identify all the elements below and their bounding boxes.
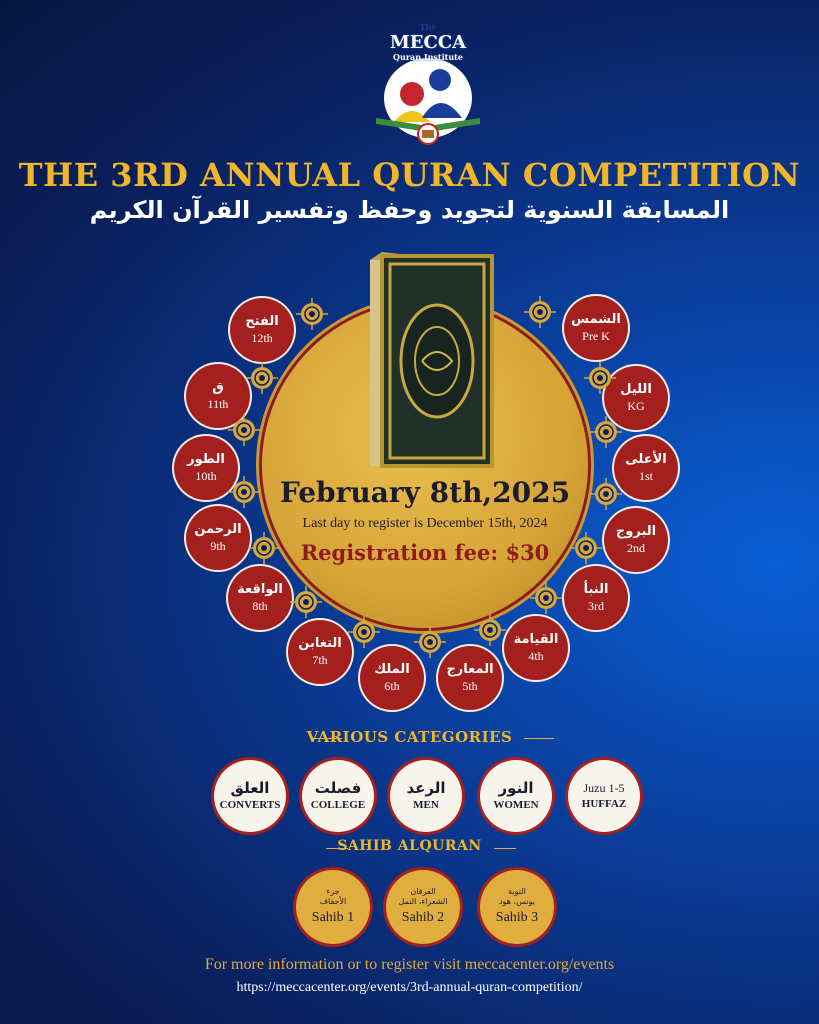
logo-text-the: The — [419, 22, 437, 32]
ornament-icon — [570, 532, 602, 564]
category-arabic: العلق — [230, 779, 270, 797]
more-info-text: For more information or to register visit meccacenter.org/events — [204, 956, 615, 973]
grade-level: 8th — [252, 599, 268, 613]
ornament-icon — [246, 362, 278, 394]
logo-text-institute: Quran Institute — [393, 52, 463, 62]
sahib-arabic-2: الأحقاف — [319, 897, 347, 906]
ornament-icon — [290, 586, 322, 618]
category-arabic: فصلت — [314, 779, 362, 797]
sahib-label: Sahib 2 — [401, 910, 445, 925]
sahib-arabic-2: الشعراء، النمل — [398, 897, 448, 906]
title-arabic: المسابقة السنوية لتجويد وحفظ وتفسير القرآن الكريم — [89, 196, 730, 224]
ornament-icon — [228, 476, 260, 508]
category-english: COLLEGE — [310, 799, 366, 811]
ornament-icon — [348, 616, 380, 648]
grade-surah: الملك — [374, 662, 410, 677]
grade-level: 2nd — [627, 541, 645, 555]
sahib-label: Sahib 3 — [495, 910, 539, 925]
sahib-title: SAHIB ALQURAN — [337, 838, 482, 854]
grade-surah: الليل — [620, 382, 652, 397]
grade-level: KG — [627, 399, 645, 413]
sahib-arabic-2: يونس، هود — [499, 897, 535, 906]
sahib-arabic-1: الفرقان — [410, 887, 436, 896]
category-english: WOMEN — [493, 799, 539, 811]
sahib-circle-1 — [296, 870, 370, 944]
sahib-circle-2 — [386, 870, 460, 944]
category-english: HUFFAZ — [581, 798, 627, 810]
category-converts — [214, 760, 286, 832]
ornament-icon — [524, 296, 556, 328]
grade-surah: الفتح — [245, 314, 279, 329]
sahib-arabic-1: جزء — [326, 887, 340, 896]
ornament-icon — [584, 362, 616, 394]
category-english: MEN — [413, 799, 439, 811]
grade-surah: ق — [212, 380, 224, 395]
category-men — [390, 760, 462, 832]
grade-level: 11th — [207, 397, 229, 411]
ornament-icon — [590, 478, 622, 510]
ornament-icon — [590, 416, 622, 448]
grade-surah: القيامة — [513, 632, 559, 647]
grade-level: 5th — [462, 679, 478, 693]
category-arabic: النور — [498, 779, 534, 797]
grade-surah: المعارج — [446, 662, 494, 677]
grade-level: Pre K — [582, 329, 610, 343]
logo-text-mecca: MECCA — [389, 32, 467, 53]
category-juzu: Juzu 1-5 — [583, 781, 625, 795]
ornament-icon — [248, 532, 280, 564]
grade-surah: البروج — [615, 524, 657, 539]
grade-level: 7th — [312, 653, 328, 667]
grade-level: 3rd — [588, 599, 604, 613]
category-huffaz — [568, 760, 640, 832]
grade-surah: النبأ — [583, 582, 609, 597]
grade-surah: الشمس — [571, 312, 621, 327]
registration-fee: Registration fee: $30 — [300, 540, 550, 565]
ornament-icon — [530, 582, 562, 614]
ornament-icon — [414, 626, 446, 658]
sahib-label: Sahib 1 — [311, 910, 355, 925]
sahib-circle-3 — [480, 870, 554, 944]
ornament-icon — [228, 414, 260, 446]
grade-surah: الواقعة — [237, 582, 283, 597]
title-english: THE 3RD ANNUAL QURAN COMPETITION — [18, 156, 801, 194]
category-english: CONVERTS — [219, 799, 281, 811]
category-college — [302, 760, 374, 832]
grade-surah: التغابن — [298, 636, 342, 651]
grade-surah: الرحمن — [194, 522, 242, 537]
grade-surah: الطور — [187, 452, 225, 467]
category-arabic: الرعد — [406, 779, 446, 797]
category-women — [480, 760, 552, 832]
sahib-arabic-1: التوبة — [508, 887, 526, 896]
grade-surah: الأعلى — [625, 452, 667, 467]
categories-title: VARIOUS CATEGORIES — [306, 728, 513, 746]
ornament-icon — [296, 298, 328, 330]
grade-level: 1st — [638, 469, 653, 483]
registration-url[interactable]: https://meccacenter.org/events/3rd-annual-quran-competition/ — [236, 980, 583, 995]
grade-level: 4th — [528, 649, 544, 663]
grade-level: 6th — [384, 679, 400, 693]
ornament-icon — [474, 614, 506, 646]
registration-deadline: Last day to register is December 15th, 2024 — [302, 516, 548, 531]
grade-level: 10th — [195, 469, 217, 483]
event-date: February 8th,2025 — [279, 476, 571, 509]
grade-level: 12th — [251, 331, 273, 345]
grade-level: 9th — [210, 539, 226, 553]
